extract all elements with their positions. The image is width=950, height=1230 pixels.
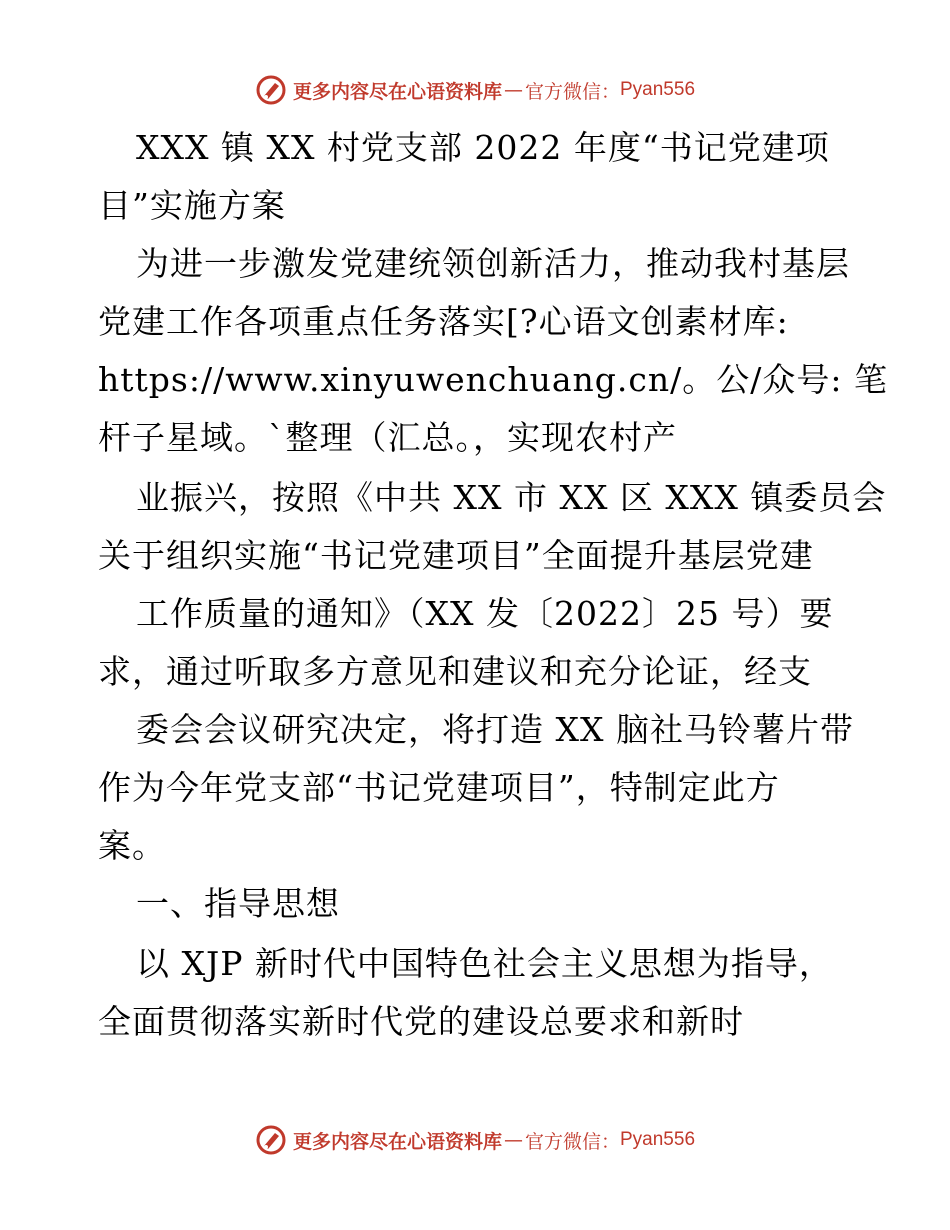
watermark-official-label: 官方微信：	[524, 1130, 620, 1153]
watermark-text: 更多内容尽在心语资料库	[292, 80, 502, 103]
paragraph-line: 以 XJP 新时代中国特色社会主义思想为指导，	[136, 944, 833, 983]
paragraph-line: 求，通过听取多方意见和建议和充分论证，经支	[98, 652, 812, 691]
paragraph-line: 杆子星域。`整理（汇总。，实现农村产	[98, 418, 677, 457]
paragraph-line: 为进一步激发党建统领创新活力，推动我村基层	[136, 244, 850, 283]
paragraph-line: https://www.xinyuwenchuang.cn/。公/众号: 笔	[98, 360, 888, 399]
watermark-dash: —	[503, 1129, 523, 1151]
pen-logo-icon	[255, 1124, 287, 1156]
paragraph-line: 关于组织实施“书记党建项目”全面提升基层党建	[98, 536, 814, 575]
title-line-2: 目”实施方案	[98, 186, 286, 225]
title-line-1: XXX 镇 XX 村党支部 2022 年度“书记党建项	[136, 128, 830, 167]
watermark-banner-bottom	[0, 1120, 950, 1160]
watermark-wechat-id: Pyan556	[620, 79, 696, 100]
watermark-wechat-id: Pyan556	[620, 1129, 696, 1150]
paragraph-line: 委会会议研究决定，将打造 XX 脑社马铃薯片带	[136, 710, 854, 749]
watermark-text: 更多内容尽在心语资料库	[292, 1130, 502, 1153]
watermark-banner-top	[0, 70, 950, 110]
paragraph-line: 作为今年党支部“书记党建项目”，特制定此方	[98, 768, 780, 807]
watermark-official-label: 官方微信：	[524, 80, 620, 103]
watermark-dash: —	[503, 79, 523, 101]
paragraph-line: 案。	[98, 826, 166, 865]
paragraph-line: 党建工作各项重点任务落实[?心语文创素材库:	[98, 302, 789, 341]
paragraph-line: 业振兴，按照《中共 XX 市 XX 区 XXX 镇委员会	[136, 478, 887, 517]
pen-logo-icon	[255, 74, 287, 106]
section-heading: 一、指导思想	[136, 884, 340, 923]
paragraph-line: 工作质量的通知》（XX 发〔2022〕25 号）要	[136, 594, 834, 633]
paragraph-line: 全面贯彻落实新时代党的建设总要求和新时	[98, 1002, 744, 1041]
